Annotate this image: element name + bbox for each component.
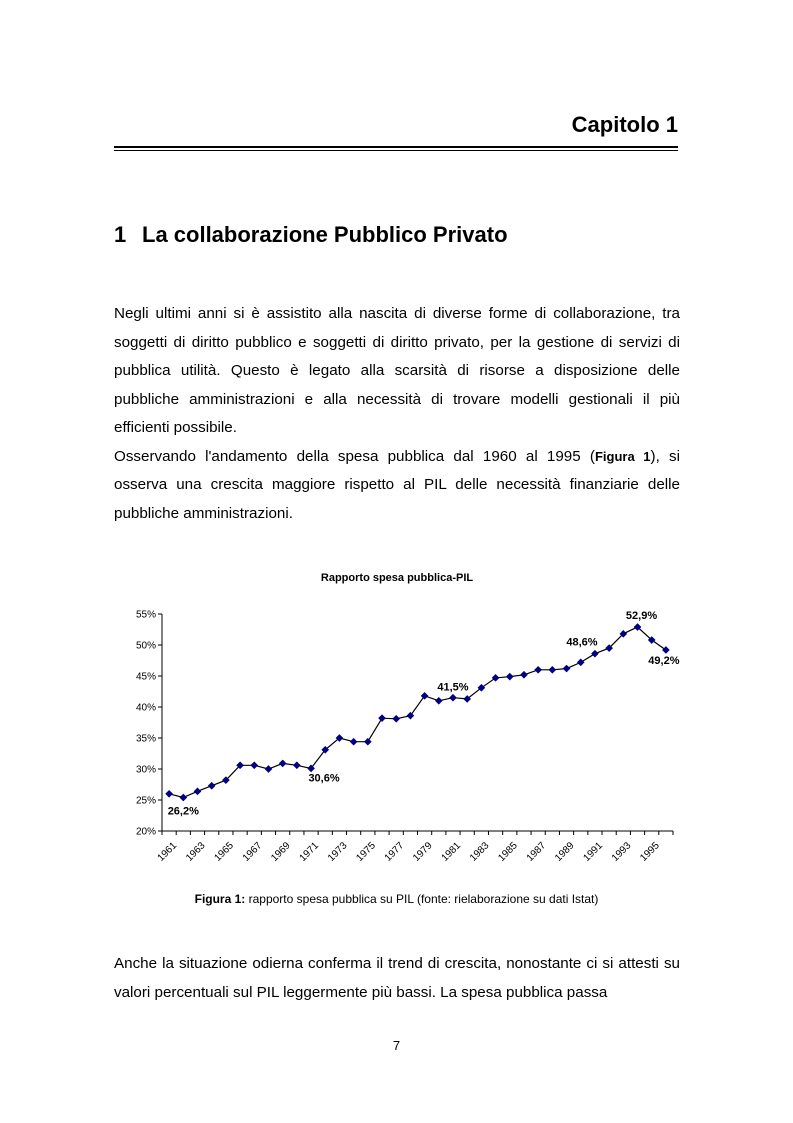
data-point [450, 694, 457, 701]
x-tick-label: 1991 [581, 840, 606, 864]
data-label: 26,2% [167, 805, 199, 818]
x-tick-label: 1983 [467, 840, 492, 864]
data-label: 49,2% [648, 654, 680, 667]
paragraph-1: Negli ultimi anni si è assistito alla nascita di diverse forme di collaborazione, tra soggetti di diritto pubblico e soggetti di diritto privato, per la gestione di servizi di pubblica utilità. Questo è legato alla scarsità di risorse a disposizione delle pubbliche amministrazioni e alla necessità di trovare modelli gestionali il più efficienti possibile. [114, 305, 680, 436]
y-tick-label: 30% [135, 764, 156, 776]
data-point [393, 715, 400, 722]
x-tick-label: 1963 [184, 840, 208, 864]
data-point [435, 697, 442, 704]
data-point [166, 790, 173, 797]
x-tick-label: 1967 [240, 840, 265, 864]
x-tick-label: 1981 [439, 840, 464, 864]
paragraph-2-end: ), si osserva una crescita maggiore rispetto al PIL delle necessità finanziarie delle pubbliche amministrazioni. [114, 447, 680, 522]
data-point [208, 782, 215, 789]
data-point [180, 794, 187, 801]
x-tick-label: 1961 [155, 840, 180, 864]
x-tick-label: 1975 [354, 840, 378, 864]
paragraph-2-start: Osservando l'andamento della spesa pubblica dal 1960 al 1995 ( [114, 447, 595, 465]
data-point [364, 738, 371, 745]
x-tick-label: 1973 [325, 840, 350, 864]
data-labels [168, 610, 680, 818]
figure-reference[interactable]: Figura 1 [594, 448, 651, 464]
figure-caption [0, 892, 793, 906]
y-tick-label: 20% [135, 826, 156, 838]
chart-title: Rapporto spesa pubblica-PIL [320, 572, 474, 584]
data-point [279, 760, 286, 767]
y-tick-label: 25% [135, 795, 156, 807]
chapter-title: Capitolo 1 [571, 112, 678, 137]
intro-text [114, 300, 680, 528]
data-point [379, 715, 386, 722]
y-tick-label: 40% [135, 702, 156, 714]
paragraph-3: Anche la situazione odierna conferma il trend di crescita, nonostante ci si attesti su valori percentuali sul PIL leggermente più bassi. La spesa pubblica passa [114, 955, 680, 1001]
x-tick-label: 1985 [496, 840, 520, 864]
section-heading [114, 222, 508, 248]
data-point [563, 665, 570, 672]
data-point [506, 673, 513, 680]
paragraph-2 [114, 443, 680, 529]
data-point [350, 738, 357, 745]
closing-text [114, 950, 680, 1007]
x-tick-label: 1965 [212, 840, 236, 864]
data-point [663, 647, 670, 654]
data-label: 52,9% [625, 610, 658, 623]
x-axis [156, 831, 673, 864]
y-tick-label: 50% [135, 640, 156, 652]
x-tick-label: 1979 [411, 840, 435, 864]
section-number: 1 [114, 222, 127, 247]
data-label: 41,5% [437, 681, 469, 694]
chapter-rule-thick [114, 146, 678, 148]
y-tick-label: 35% [135, 733, 156, 745]
data-point [549, 666, 556, 673]
y-tick-label: 45% [135, 671, 156, 683]
x-tick-label: 1977 [382, 840, 407, 864]
data-point [577, 659, 584, 666]
y-tick-label: 55% [135, 609, 156, 621]
data-point [293, 762, 300, 769]
data-point [194, 788, 201, 795]
x-tick-label: 1987 [524, 840, 549, 864]
data-label: 30,6% [308, 772, 340, 785]
spending-chart [110, 560, 690, 880]
data-point [521, 671, 528, 678]
data-point [535, 666, 542, 673]
series [166, 624, 670, 801]
page-number: 7 [392, 1038, 401, 1053]
x-tick-label: 1971 [297, 840, 322, 864]
data-point [592, 650, 599, 657]
data-label: 48,6% [566, 636, 598, 649]
series-line [169, 627, 666, 798]
data-point [251, 762, 258, 769]
x-tick-label: 1995 [638, 840, 662, 864]
caption-text: rapporto spesa pubblica su PIL (fonte: rielaborazione su dati Istat) [245, 892, 599, 906]
section-title: La collaborazione Pubblico Privato [142, 222, 508, 247]
x-tick-label: 1993 [609, 840, 634, 864]
x-tick-label: 1969 [269, 840, 293, 864]
caption-label: Figura 1: [194, 892, 246, 906]
chapter-rule-thin [114, 150, 678, 151]
x-tick-label: 1989 [553, 840, 577, 864]
y-axis [136, 610, 162, 838]
data-point [265, 766, 272, 773]
